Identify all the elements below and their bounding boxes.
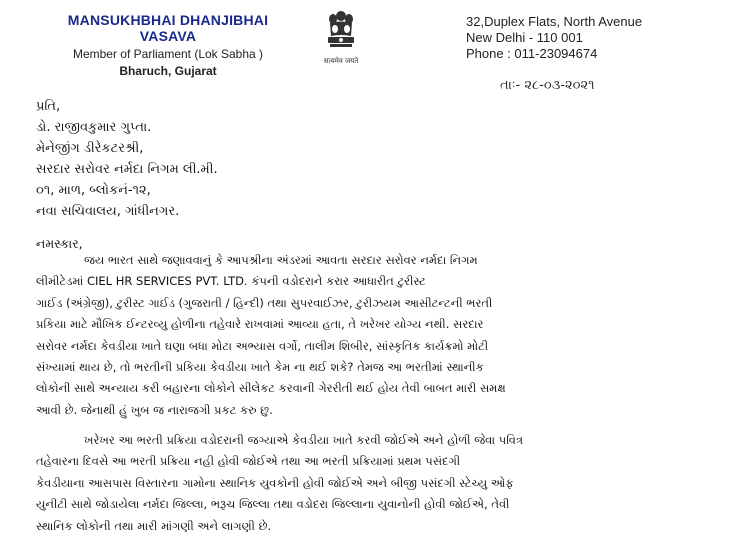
paragraph-2-line: ખરેખર આ ભરતી પ્રક્રિયા વડોદરાની જગ્યાએ કેવડીયા ખાતે કરવી જોઈએ અને હોળી જેવા પવિત્ર [84, 433, 524, 447]
paragraph-1-line: લોકોની સાથે અન્યાય કરી બહારના લોકોને સીલેકટ કરવાની ગેરરીતી થઈ હોય તેવી બાબત મારી સમક્ષ [36, 381, 506, 396]
paragraph-1-line: લીમીટેડમાં CIEL HR SERVICES PVT. LTD. કંપની વડોદરાને કરાર આધારીત ટુરીસ્ટ [36, 274, 426, 289]
recipient-location: નવા સચિવાલય, ગાંધીનગર. [36, 204, 180, 219]
recipient-block [36, 96, 218, 222]
national-emblem-icon [324, 10, 358, 56]
recipient-designation: મેનેજીંગ ડીરેકટરશ્રી, [36, 141, 144, 156]
national-emblem [318, 10, 364, 66]
address-line-1: 32,Duplex Flats, North Avenue [466, 14, 643, 29]
recipient-office: ૦૧, માળ, બ્લોકનં-૧૨, [36, 183, 151, 198]
paragraph-1-line: સંખ્યામાં થાય છે, તો ભરતીની પ્રકિયા કેવડીયા ખાતે કેમ ના થઈ શકે? તેમજ આ ભરતીમાં સ્થાનીક [36, 360, 484, 375]
recipient-name: ડો. રાજીવકુમાર ગુપ્તા. [36, 120, 152, 135]
paragraph-1-line: જય ભારત સાથે જણાવવાનું કે આપશ્રીના અંડરમાં આવતા સરદાર સરોવર નર્મદા નિગમ [84, 253, 478, 267]
emblem-motto: सत्यमेव जयते [323, 57, 359, 65]
paragraph-1-line: ગાઈડ (અંગ્રેજી), ટુરીસ્ટ ગાઈડ (ગુજરાતી / હિન્દી) તથા સુપરવાઈઝર, ટુરીઝયમ આસીટન્ટની ભરતી [36, 295, 493, 310]
letter-date: તાઃ- ૨૮-૦૩-૨૦૨૧ [500, 78, 595, 93]
paragraph-2-line: તહેવારના દિવસે આ ભરતી પ્રક્રિયા નહી હોવી જોઈએ તથા આ ભરતી પ્રક્રિયામાં પ્રથમ પસંદગી [36, 454, 461, 469]
recipient-organisation: સરદાર સરોવર નર્મદા નિગમ લી.મી. [36, 162, 218, 177]
sender-name: MANSUKHBHAI DHANJIBHAI VASAVA [67, 12, 269, 44]
address-phone: Phone : 011-23094674 [466, 46, 598, 61]
sender-constituency: Bharuch, Gujarat [119, 64, 217, 78]
sender-address [466, 14, 642, 62]
letterhead-sender [38, 12, 298, 78]
greeting: નમસ્કાર, [36, 236, 83, 251]
sender-title: Member of Parliament (Lok Sabha ) [72, 47, 264, 61]
body-paragraph-1 [36, 250, 700, 421]
recipient-prefix: પ્રતિ, [36, 99, 61, 114]
address-line-2: New Delhi - 110 001 [466, 30, 583, 45]
paragraph-1-line: પ્રકિયા માટે મૌખિક ઈન્ટરવ્યુ હોળીના તહેવારે રાખવામાં આવ્યા હતા, તે ખરેખર યોગ્ય નથી. સરદાર [36, 317, 484, 332]
paragraph-2-line: યુનીટી સાથે જોડાયેલા નર્મદા જિલ્લા, ભરૂચ જિલ્લા તથા વડોદરા જિલ્લાના યુવાનોની હોવી જોઈએ, તેવી [36, 497, 510, 512]
paragraph-2-line: સ્થાનિક લોકોની તથા મારી માંગણી અને લાગણી છે. [36, 518, 272, 533]
paragraph-2-line: કેવડીયાના આસપાસ વિસ્તારના ગામોના સ્થાનિક યુવકોની હોવી જોઈએ અને બીજી પસંદગી સ્ટેચ્યુ ઓફ [36, 475, 514, 490]
paragraph-1-line: આવી છે. જેનાથી હું ખુબ જ નારાજગી પ્રકટ કરુ છુ. [36, 402, 273, 417]
body-paragraph-2 [36, 430, 700, 537]
paragraph-1-line: સરોવર નર્મદા કેવડીયા ખાતે ઘણા બધા મોટા અભ્યાસ વર્ગો, તાલીમ શિબીર, સાંસ્કૃતિક કાર્યક્રમો મોટી [36, 338, 489, 353]
